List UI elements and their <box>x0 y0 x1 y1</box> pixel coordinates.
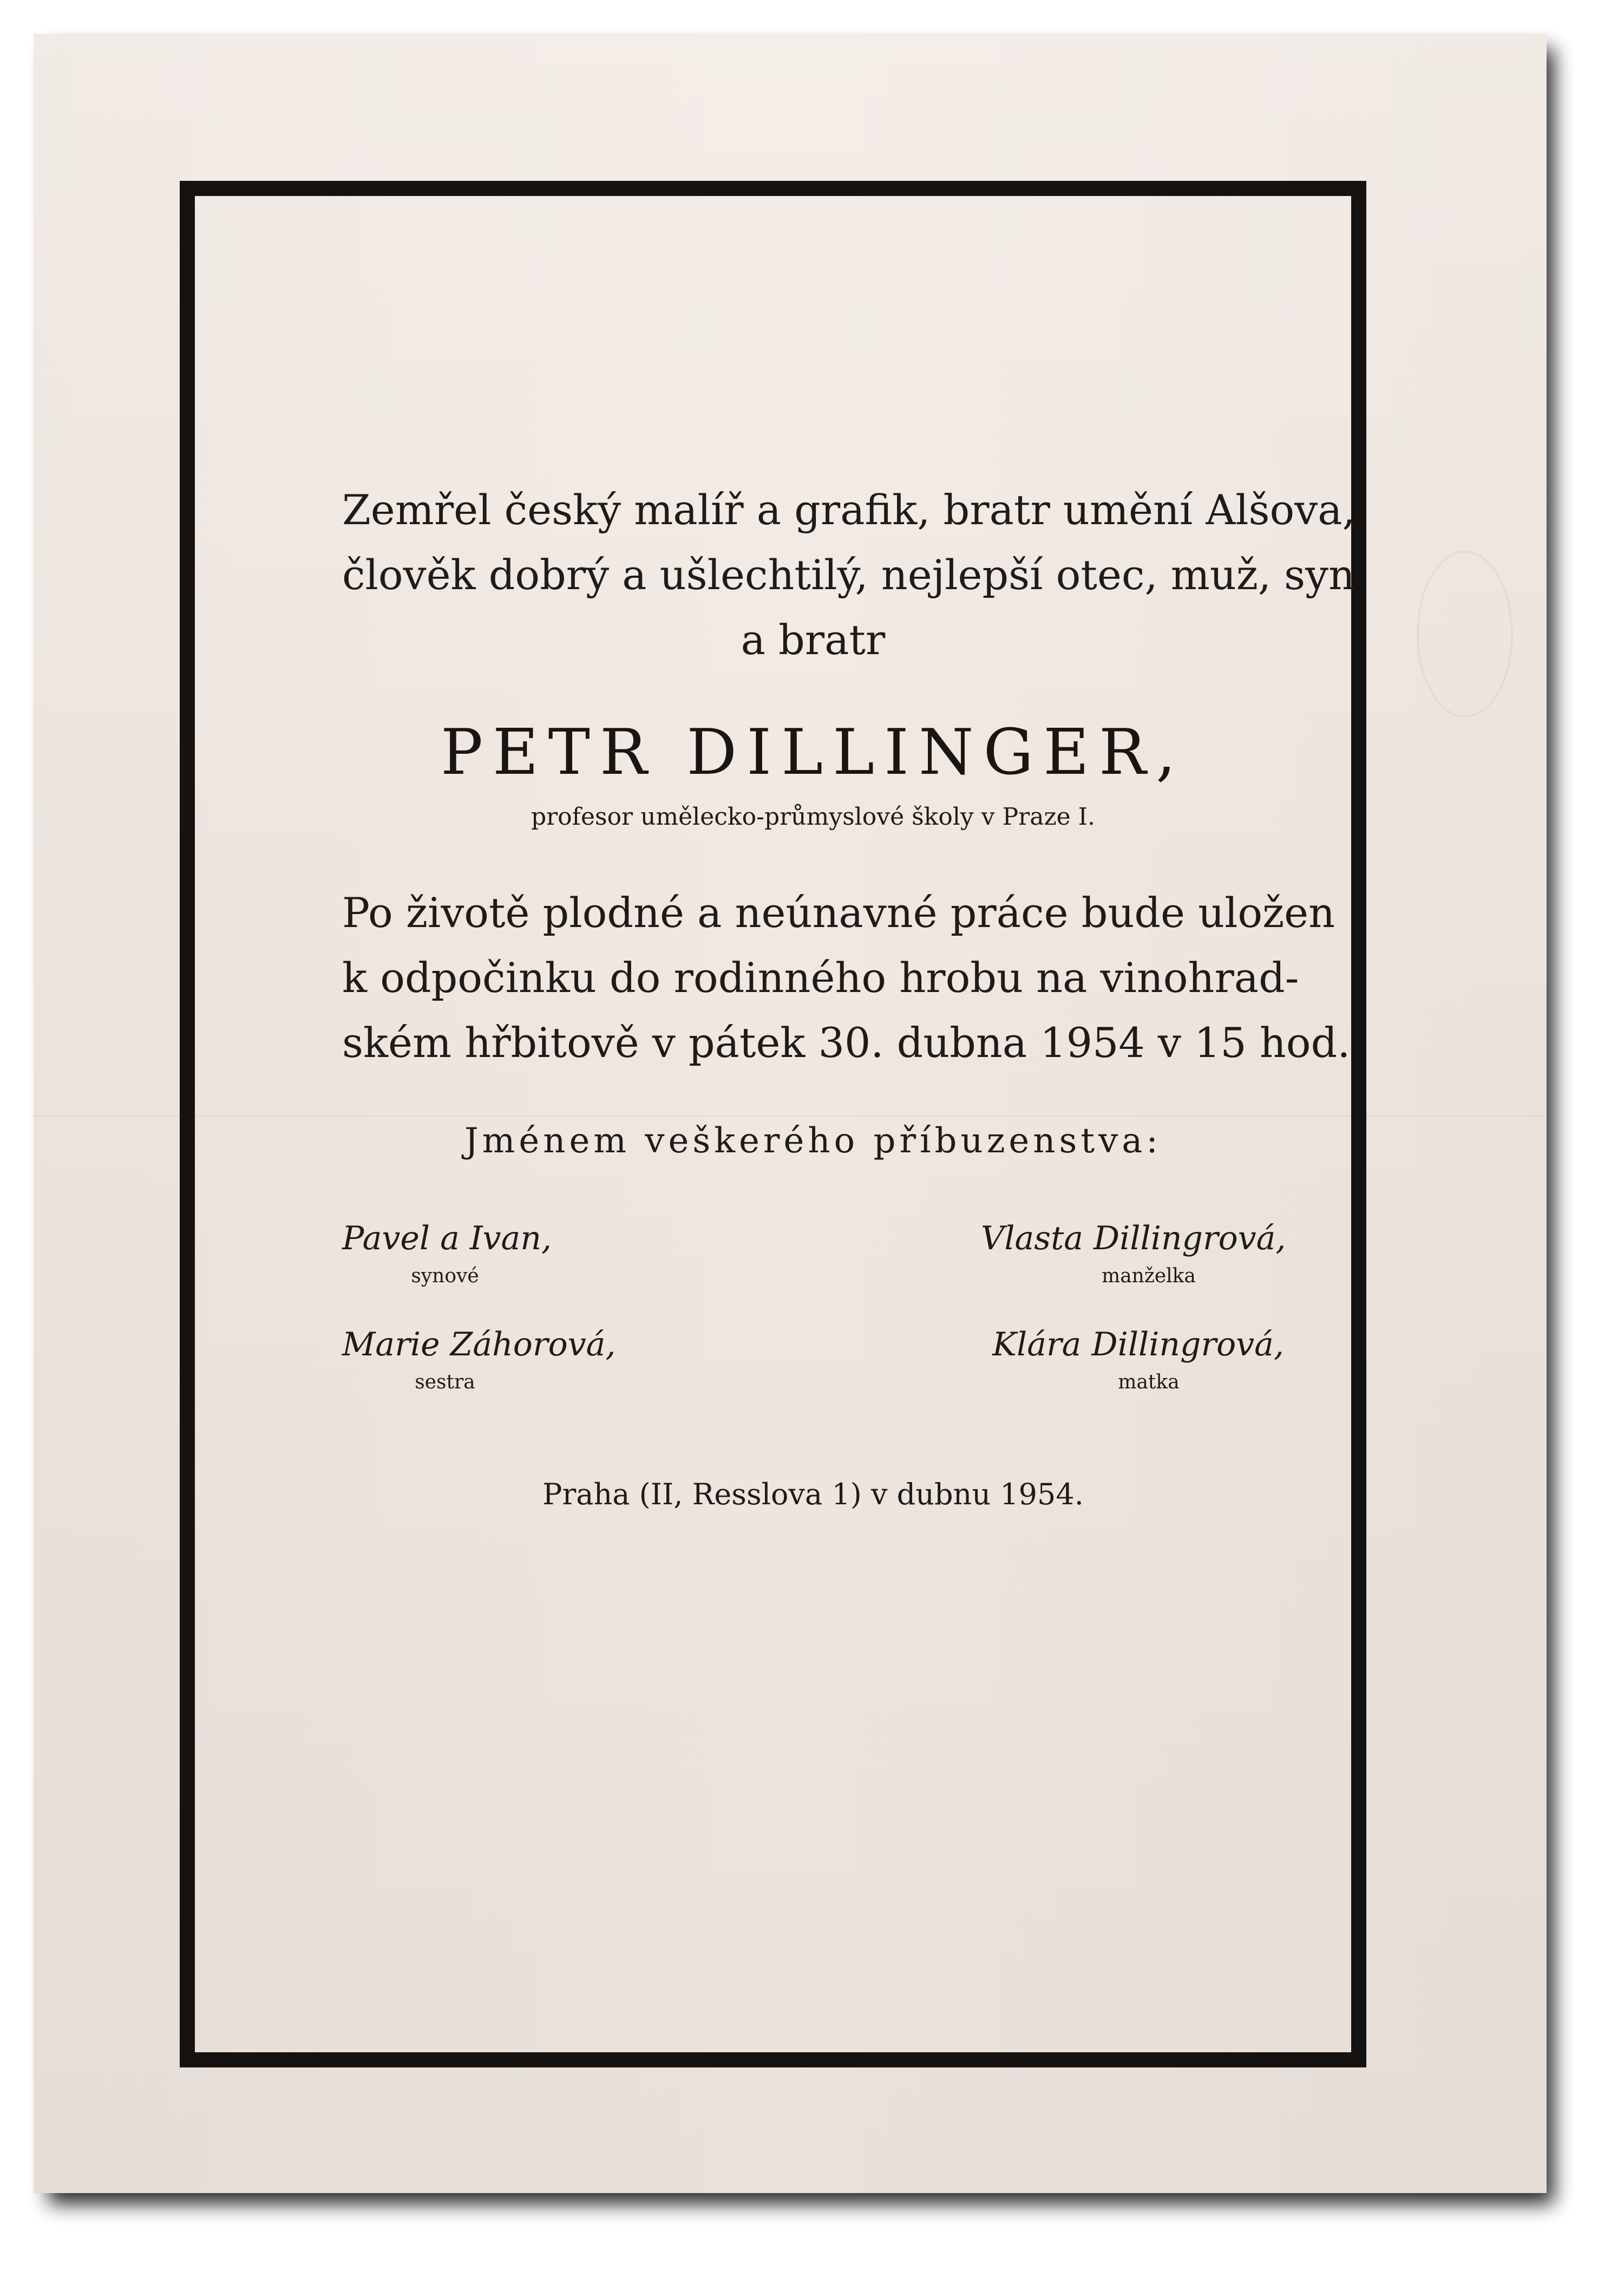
family-member-relation: manželka <box>1102 1265 1196 1287</box>
deceased-title: profesor umělecko-průmyslové školy v Praze I. <box>531 803 1096 831</box>
faint-stamp <box>1417 551 1513 717</box>
family-member <box>342 1326 645 1393</box>
place-and-date: Praha (II, Resslova 1) v dubnu 1954. <box>542 1477 1084 1511</box>
family-member <box>981 1219 1284 1287</box>
notice-content <box>342 478 1355 1511</box>
intro-paragraph <box>342 478 1355 673</box>
burial-line: k odpočinku do rodinného hrobu na vinohrad- <box>342 954 1299 1002</box>
paper-sheet <box>34 34 1547 2193</box>
intro-line: Zemřel český malíř a grafik, bratr umění Alšova, <box>342 486 1355 534</box>
family-member-name: Pavel a Ivan, <box>342 1219 552 1257</box>
burial-line: ském hřbitově v pátek 30. dubna 1954 v 15 hod. <box>342 1019 1351 1067</box>
family-member-name: Klára Dillingrová, <box>992 1326 1284 1363</box>
family-member-relation: matka <box>1118 1371 1180 1393</box>
family-member-name: Vlasta Dillingrová, <box>981 1219 1286 1257</box>
family-member <box>981 1326 1284 1393</box>
family-signatories <box>342 1219 1284 1398</box>
family-member <box>342 1219 645 1287</box>
family-heading: Jménem veškerého příbuzenstva: <box>464 1121 1162 1161</box>
family-member-relation: sestra <box>415 1371 475 1393</box>
intro-line: a bratr <box>741 616 886 664</box>
burial-line: Po životě plodné a neúnavné práce bude uložen <box>342 889 1335 937</box>
intro-line: člověk dobrý a ušlechtilý, nejlepší otec, muž, syn <box>342 551 1355 599</box>
deceased-name: PETR DILLINGER, <box>440 716 1186 789</box>
family-member-relation: synové <box>411 1265 479 1287</box>
family-member-name: Marie Záhorová, <box>342 1326 616 1363</box>
burial-paragraph <box>342 880 1351 1075</box>
